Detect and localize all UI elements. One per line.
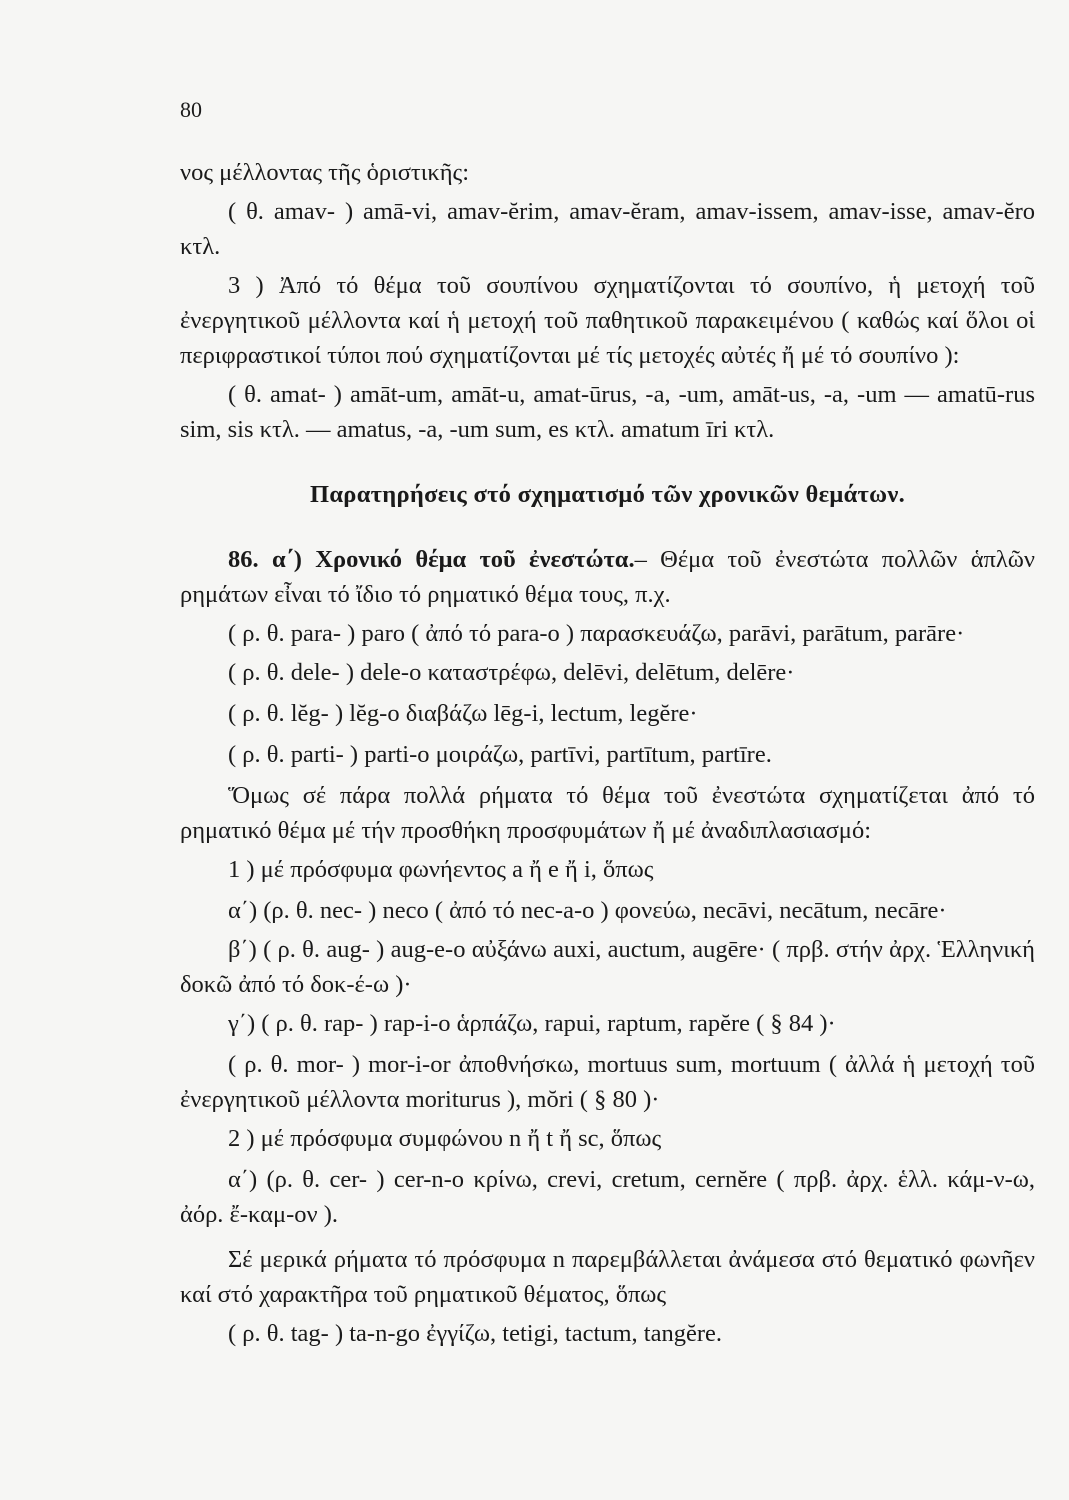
example-paragraph: ( θ. amav- ) amā-vi, amav-ĕrim, amav-ĕram, amav-issem, amav-isse, amav-ĕro κτλ. bbox=[180, 198, 1035, 260]
example-line: γ΄) ( ρ. θ. rap- ) rap-i-o ἁρπάζω, rapui, raptum, rapĕre ( § 84 )· bbox=[228, 1010, 836, 1037]
example-paragraph: ( ρ. θ. mor- ) mor-i-or ἀποθνήσκω, mortuus sum, mortuum ( ἀλλά ἡ μετοχή τοῦ ἐνεργητικοῦ μέλλοντα moriturus ), mŏri ( § 80 )· bbox=[180, 1051, 1035, 1113]
numbered-item: 2 ) μέ πρόσφυμα συμφώνου n ἤ t ἤ sc, ὅπως bbox=[228, 1125, 662, 1152]
page-number: 80 bbox=[180, 97, 202, 122]
example-line: ( ρ. θ. dele- ) dele-o καταστρέφω, delēvi, delētum, delēre· bbox=[228, 659, 795, 686]
section-86-text: – Θέμα τοῦ ἐνεστώτα πολλῶν ἁπλῶν ρημάτων εἶναι τό ἴδιο τό ρηματικό θέμα τους, π.χ. bbox=[180, 546, 1035, 608]
example-line: ( ρ. θ. lĕg- ) lĕg-o διαβάζω lēg-i, lectum, legĕre· bbox=[228, 700, 698, 727]
example-line: ( ρ. θ. tag- ) ta-n-go ἐγγίζω, tetigi, tactum, tangĕre. bbox=[228, 1320, 723, 1347]
example-paragraph: ( ρ. θ. para- ) paro ( ἀπό τό para-o ) παρασκευάζω, parāvi, parātum, parāre· bbox=[228, 620, 965, 647]
example-paragraph: α΄) (ρ. θ. cer- ) cer-n-o κρίνω, crevi, cretum, cernĕre ( πρβ. ἀρχ. ἑλλ. κάμ-ν-ω, ἀόρ. ἔ-καμ-ον ). bbox=[180, 1166, 1035, 1228]
example-paragraph: ( θ. amat- ) amāt-um, amāt-u, amat-ūrus, -a, -um, amāt-us, -a, -um — amatū-rus sim, sis κτλ. — amatus, -a, -um sum, es κτλ. amatum īri κτλ. bbox=[180, 381, 1035, 443]
document-page bbox=[180, 92, 1035, 1357]
section-86-label: 86. α΄) Χρονικό θέμα τοῦ ἐνεστώτα. bbox=[228, 546, 635, 573]
example-paragraph: α΄) (ρ. θ. nec- ) neco ( ἀπό τό nec-a-o ) φονεύω, necāvi, necātum, necāre· bbox=[228, 897, 947, 924]
section-86 bbox=[180, 542, 1035, 612]
example-paragraph: β΄) ( ρ. θ. aug- ) aug-e-o αὐξάνω auxi, auctum, augēre· ( πρβ. στήν ἀρχ. Ἑλληνική δοκῶ ἀπό τό δοκ-έ-ω )· bbox=[180, 936, 1035, 998]
example-line: ( ρ. θ. parti- ) parti-o μοιράζω, partīvi, partītum, partīre. bbox=[228, 741, 772, 768]
paragraph: Σέ μερικά ρήματα τό πρόσφυμα n παρεμβάλλεται ἀνάμεσα στό θεματικό φωνῆεν καί στό χαρακτῆρα τοῦ ρηματικοῦ θέματος, ὅπως bbox=[180, 1246, 1035, 1308]
paragraph-3: 3 ) Ἀπό τό θέμα τοῦ σουπίνου σχηματίζονται τό σουπίνο, ἡ μετοχή τοῦ ἐνεργητικοῦ μέλλοντα καί ἡ μετοχή τοῦ παθητικοῦ παρακειμένου ( καθώς καί ὅλοι οἱ περιφραστικοί τύποι πού σχηματίζονται μέ τίς μετοχές αὐτές ἤ μέ τό σουπίνο ): bbox=[180, 272, 1035, 369]
numbered-item: 1 ) μέ πρόσφυμα φωνήεντος a ἤ e ἤ i, ὅπως bbox=[228, 856, 654, 883]
section-heading: Παρατηρήσεις στό σχηματισμό τῶν χρονικῶν θεμάτων. bbox=[309, 481, 906, 508]
paragraph: Ὅμως σέ πάρα πολλά ρήματα τό θέμα τοῦ ἐνεστώτα σχηματίζεται ἀπό τό ρηματικό θέμα μέ τήν προσθήκη προσφυμάτων ἤ μέ ἀναδιπλασιασμό: bbox=[180, 782, 1035, 844]
text-line: νος μέλλοντας τῆς ὁριστικῆς: bbox=[180, 159, 470, 186]
